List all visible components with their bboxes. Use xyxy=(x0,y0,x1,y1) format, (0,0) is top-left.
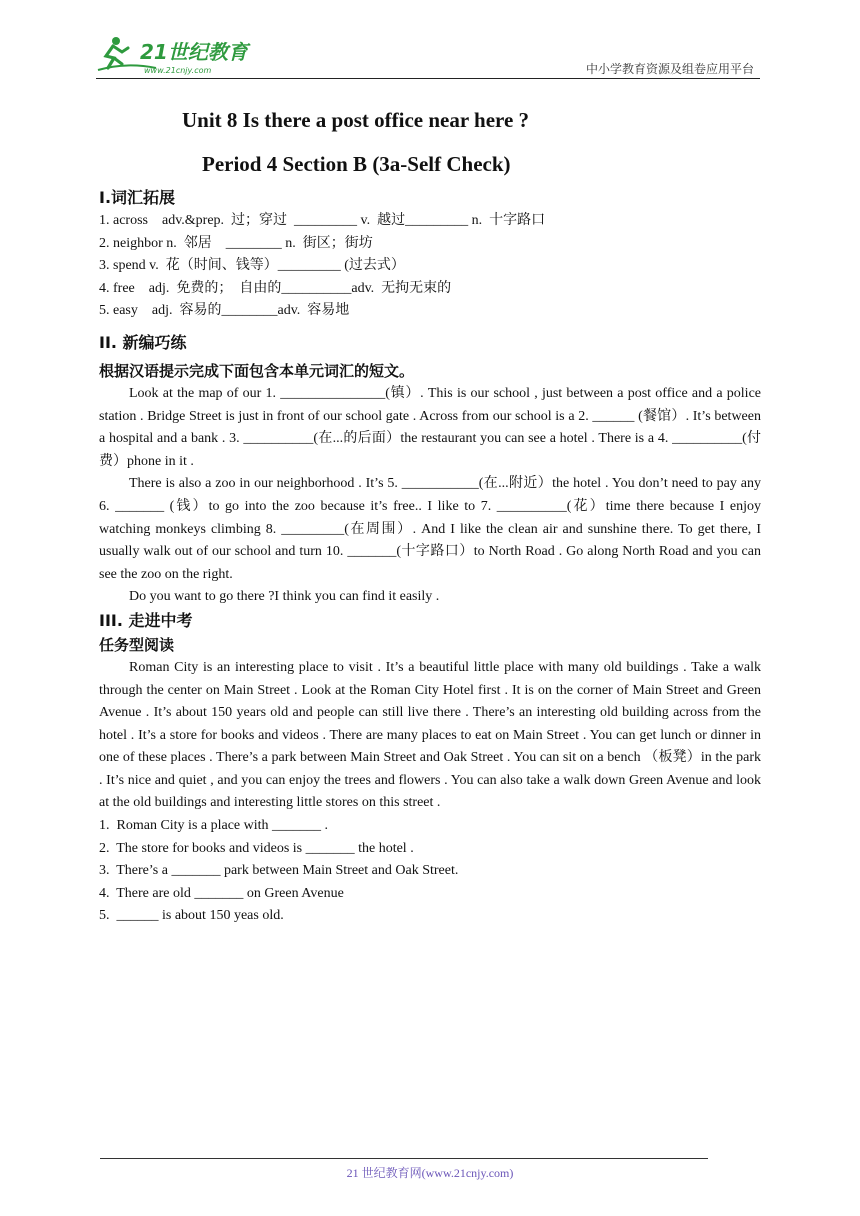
unit-title: Unit 8 Is there a post office near here ? xyxy=(182,108,530,132)
runner-logo-icon xyxy=(96,34,266,78)
question-item: 3. There’s a _______ park between Main Street and Oak Street. xyxy=(99,863,459,879)
vocab-item: 1. across adv.&prep. 过；穿过 _________ v. 越过_________ n. 十字路口 xyxy=(99,213,546,228)
header-divider xyxy=(96,78,760,79)
question-item: 1. Roman City is a place with _______ . xyxy=(99,818,329,834)
section2-heading: II. 新编巧练 xyxy=(99,332,187,352)
cloze-paragraph: Look at the map of our 1. _______________(镇）. This is our school , just between a post office and a police station . Bridge Street is just in front of our school gate . Across from our school is a 2. ______ (餐馆）. It’s between a hospital and a bank . 3. __________(在...的后面）the restaurant you can see a hotel . There is a 4. __________(付费）phone in it . xyxy=(99,385,761,469)
vocab-item: 3. spend v. 花（时间、钱等）_________ (过去式） xyxy=(99,258,405,274)
reading-passage: Roman City is an interesting place to visit . It’s a beautiful little place with many old buildings . Take a walk through the center on Main Street . Look at the Roman City Hotel first . It is on the corner of Main Street and Green Avenue . It’s about 150 years old and people can still live there . There’s an interesting old building across from the hotel . It’s a store for books and videos . There are many places to eat on Main Street . You can get lunch or dinner in one of these places . There’s a park between Main Street and Oak Street . You can sit on a bench （板凳）in the park . It’s nice and quiet , and you can enjoy the trees and flowers . You can also take a walk down Green Avenue and look at the old buildings and interesting little stores on this street . xyxy=(99,659,761,811)
vocab-item: 4. free adj. 免费的； 自由的__________adv. 无拘无束的 xyxy=(99,280,452,296)
cloze-paragraph: Do you want to go there ?I think you can find it easily . xyxy=(129,589,440,605)
cloze-paragraph: There is also a zoo in our neighborhood . It’s 5. ___________(在...附近）the hotel . You don’t need to pay any 6. _______ (钱）to go into the zoo because it’s free.. I like to 7. __________(花）time there because I enjoy watching monkeys climbing 8. _________(在周围）. And I like the clean air and sunshine there. To get there, I usually walk out of our school and turn 10. _______(十字路口）to North Road . Go along North Road and you can see the zoo on the right. xyxy=(99,476,761,582)
question-item: 5. ______ is about 150 yeas old. xyxy=(99,908,284,924)
svg-text:www.21cnjy.com: www.21cnjy.com xyxy=(144,66,212,75)
period-title: Period 4 Section B (3a-Self Check) xyxy=(202,152,511,176)
section3-subheading: 任务型阅读 xyxy=(99,635,175,654)
question-item: 2. The store for books and videos is _______ the hotel . xyxy=(99,840,414,856)
section3-heading: III. 走进中考 xyxy=(99,610,193,630)
section1-heading: I.词汇拓展 xyxy=(99,188,176,207)
page-header xyxy=(0,0,860,80)
question-item: 4. There are old _______ on Green Avenue xyxy=(99,885,344,901)
svg-text:21世纪教育: 21世纪教育 xyxy=(140,40,248,64)
site-logo xyxy=(96,34,266,78)
platform-label: 中小学教育资源及组卷应用平台 xyxy=(585,62,754,76)
footer-divider xyxy=(100,1158,708,1159)
worksheet-content xyxy=(99,186,761,928)
section2-instruction: 根据汉语提示完成下面包含本单元词汇的短文。 xyxy=(99,361,415,380)
vocab-item: 5. easy adj. 容易的________adv. 容易地 xyxy=(99,303,350,319)
footer-link[interactable]: 21 世纪教育网(www.21cnjy.com) xyxy=(346,1166,514,1180)
vocab-item: 2. neighbor n. 邻居 ________ n. 街区；街坊 xyxy=(99,235,373,251)
question-list xyxy=(99,815,761,928)
